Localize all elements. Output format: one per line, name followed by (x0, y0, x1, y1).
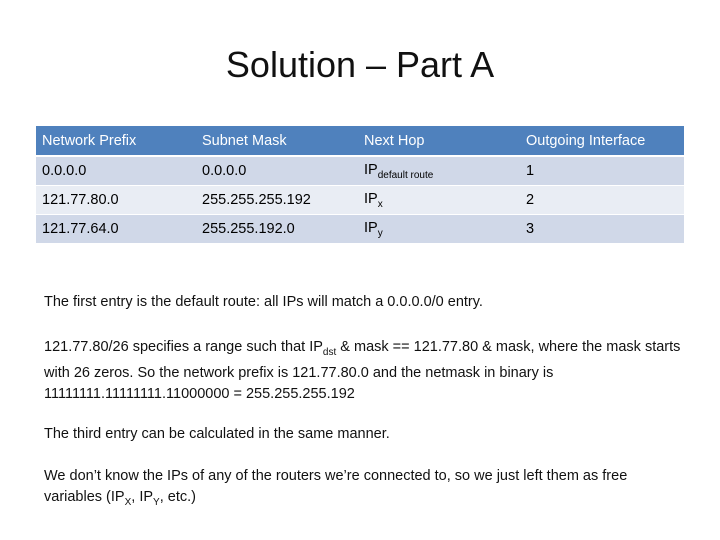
cell-network-prefix: 0.0.0.0 (36, 156, 196, 186)
note-segment: , IP (131, 489, 154, 505)
header-next-hop: Next Hop (358, 126, 520, 156)
next-hop-subscript: y (377, 227, 383, 239)
next-hop-subscript: x (377, 198, 383, 210)
routing-table (36, 126, 684, 243)
table-row (36, 186, 684, 215)
cell-outgoing-interface: 1 (520, 156, 684, 186)
cell-subnet-mask: 0.0.0.0 (196, 156, 358, 186)
note-subscript: X (124, 496, 132, 508)
note-segment: , etc.) (159, 489, 196, 505)
header-subnet-mask: Subnet Mask (196, 126, 358, 156)
next-hop-base: IP (364, 219, 378, 236)
table-header-row (36, 126, 684, 156)
cell-outgoing-interface: 2 (520, 186, 684, 215)
table-row (36, 156, 684, 186)
cell-network-prefix: 121.77.80.0 (36, 186, 196, 215)
cell-outgoing-interface: 3 (520, 215, 684, 244)
note-segment: & mask == 121.77.80 & mask, where the mask starts with 26 zeros. So the network prefix is 121.77.80.0 and the netmask in binary is 11111111.11111111.11000000 = 255.255.255.192 (44, 339, 681, 402)
note-segment: We don’t know the IPs of any of the routers we’re connected to, so we just left them as free variables (IP (44, 468, 628, 505)
cell-subnet-mask: 255.255.255.192 (196, 186, 358, 215)
note-default-route (44, 292, 684, 313)
cell-network-prefix: 121.77.64.0 (36, 215, 196, 244)
header-outgoing-interface: Outgoing Interface (520, 126, 684, 156)
note-free-variables (44, 466, 684, 513)
next-hop-base: IP (364, 161, 378, 178)
note-segment: 121.77.80/26 specifies a range such that IP (44, 339, 323, 355)
cell-next-hop (358, 156, 520, 186)
next-hop-subscript: default route (377, 169, 434, 181)
note-text (44, 337, 684, 405)
header-network-prefix: Network Prefix (36, 126, 196, 156)
note-text (44, 466, 684, 513)
note-subscript: Y (153, 496, 160, 508)
note-subnet-explanation (44, 337, 684, 405)
next-hop-base: IP (364, 190, 378, 207)
cell-next-hop (358, 215, 520, 244)
cell-subnet-mask: 255.255.192.0 (196, 215, 358, 244)
note-text: The third entry can be calculated in the same manner. (44, 426, 390, 442)
cell-next-hop (358, 186, 520, 215)
note-text: The first entry is the default route: all IPs will match a 0.0.0.0/0 entry. (44, 294, 483, 310)
slide-title: Solution – Part A (225, 44, 495, 85)
table-row (36, 215, 684, 244)
note-third-entry (44, 424, 684, 445)
note-subscript: dst (322, 346, 337, 358)
